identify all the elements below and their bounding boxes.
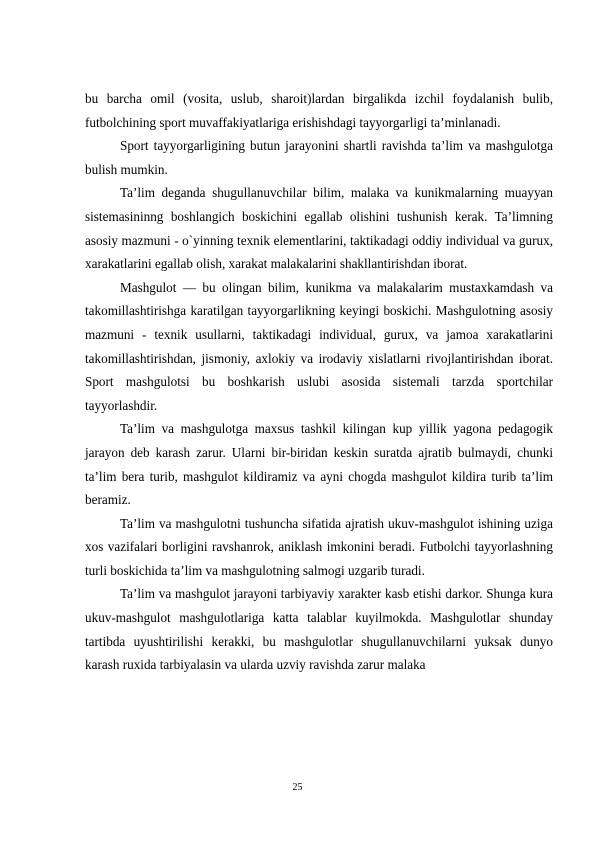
paragraph-1: bu barcha omil (vosita, uslub, sharoit)lardan birgalikda izchil foydalanish bulib, futbolchining sport muvaffakiyatlariga erishishdagi tayyorgarligi ta’minlanadi. xyxy=(85,91,553,130)
paragraph-2: Sport tayyorgarligining butun jarayonini shartli ravishda ta’lim va mashgulotga bulish mumkin. xyxy=(85,138,553,177)
paragraph-7: Ta’lim va mashgulot jarayoni tarbiyaviy xarakter kasb etishi darkor. Shunga kura ukuv-mashgulot mashgulotlariga katta talablar kuyilmokda. Mashgulotlar shunday tartibda uyushtirilishi kerakki, bu mashgulotlar shugullanuvchilarni yuksak dunyo karash ruxida tarbiyalasin va ularda uzviy ravishda zarur malaka xyxy=(85,586,553,673)
paragraph-3: Ta’lim deganda shugullanuvchilar bilim, malaka va kunikmalarning muayyan sistemasininng boshlangich boskichini egallab olishini tushunish kerak. Ta’limning asosiy mazmuni - o`yinning texnik elementlarini, taktikadagi oddiy individual va gurux, xarakatlarini egallab olish, xarakat malakalarini shakllantirishdan iborat. xyxy=(85,185,553,272)
document-body xyxy=(85,87,553,677)
paragraph-5: Ta’lim va mashgulotga maxsus tashkil kilingan kup yillik yagona pedagogik jarayon deb karash zarur. Ularni bir-biridan keskin suratda ajratib bulmaydi, chunki ta’lim bera turib, mashgulot kildiramiz va ayni chogda mashgulot kildira turib ta’lim beramiz. xyxy=(85,421,553,508)
page-number: 25 xyxy=(292,782,303,793)
paragraph-6: Ta’lim va mashgulotni tushuncha sifatida ajratish ukuv-mashgulot ishining uziga xos vazifalari borligini ravshanrok, aniklash imkonini beradi. Futbolchi tayyorlashning turli boskichida ta’lim va mashgulotning salmogi uzgarib turadi. xyxy=(85,515,553,578)
paragraph-4: Mashgulot — bu olingan bilim, kunikma va malakalarim mustaxkamdash va takomillashtirishga karatilgan tayyorgarlikning keyingi boskichi. Mashgulotning asosiy mazmuni - texnik usullarni, taktikadagi individual, gurux, va jamoa xarakatlarini takomillashtirishdan, jismoniy, axlokiy va irodaviy xislatlarni rivojlantirishdan iborat. Sport mashgulotsi bu boshkarish uslubi asosida sistemali tarzda sportchilar tayyorlashdir. xyxy=(85,279,553,413)
